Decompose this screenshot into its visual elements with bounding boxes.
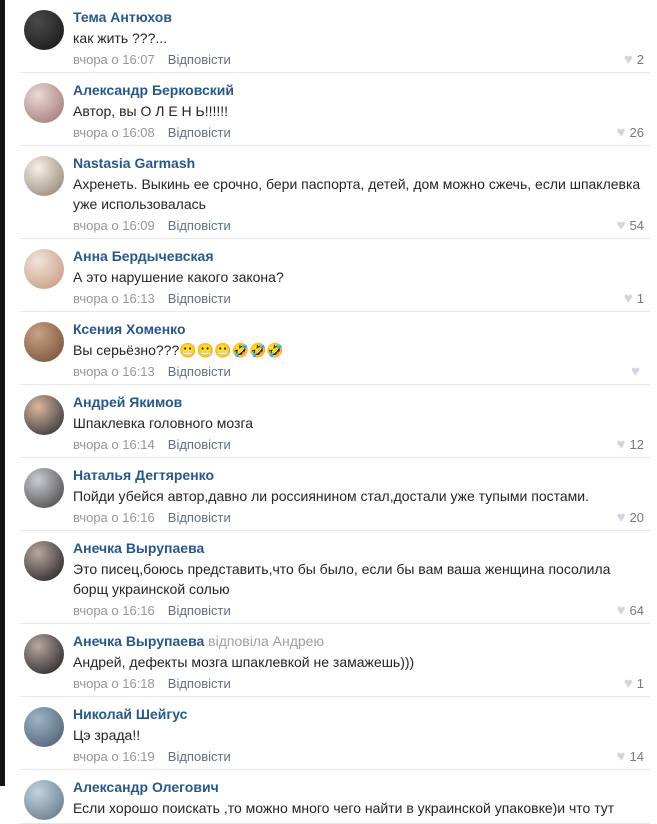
- avatar[interactable]: [24, 83, 64, 123]
- heart-icon: ♥: [616, 602, 626, 619]
- heart-icon: ♥: [616, 124, 626, 141]
- commenter-name-link[interactable]: Тема Антюхов: [73, 9, 172, 25]
- timestamp-link[interactable]: вчора о 16:09: [73, 218, 155, 233]
- commenter-name-link[interactable]: Анечка Вырупаева: [73, 540, 205, 556]
- heart-icon: ♥: [623, 675, 633, 692]
- timestamp-link[interactable]: вчора о 16:16: [73, 510, 155, 525]
- comment: [20, 0, 650, 73]
- comment: [20, 697, 650, 770]
- comment: [20, 239, 650, 312]
- commenter-name-link[interactable]: Наталья Дегтяренко: [73, 467, 215, 483]
- comment: [20, 146, 650, 239]
- avatar[interactable]: [24, 780, 64, 820]
- comment: [20, 770, 650, 824]
- avatar[interactable]: [24, 541, 64, 581]
- like-count: 54: [629, 218, 644, 233]
- like-count: 14: [629, 749, 644, 764]
- comment-text: Цэ зрада!!: [73, 727, 141, 743]
- timestamp-link[interactable]: вчора о 16:18: [73, 676, 155, 691]
- like-count: 64: [629, 603, 644, 618]
- reply-button[interactable]: Відповісти: [167, 218, 231, 233]
- comment-text: Если хорошо поискать ,то можно много чего найти в украинской упаковке)и что тут: [73, 800, 615, 816]
- like-button[interactable]: [624, 289, 644, 308]
- commenter-name-link[interactable]: Анечка Вырупаева: [73, 633, 205, 649]
- reply-button[interactable]: Відповісти: [167, 437, 231, 452]
- heart-icon: ♥: [631, 363, 640, 380]
- heart-icon: ♥: [623, 51, 633, 68]
- heart-icon: ♥: [616, 436, 626, 453]
- comment: [20, 458, 650, 531]
- timestamp-link[interactable]: вчора о 16:13: [73, 364, 155, 379]
- like-button[interactable]: [617, 747, 644, 766]
- comment: [20, 73, 650, 146]
- comment-text: Это писец,боюсь представить,что бы было, если бы вам ваша женщина посолила борщ украинской солью: [73, 561, 611, 597]
- like-count: 2: [636, 52, 644, 67]
- avatar[interactable]: [24, 249, 64, 289]
- like-count: 26: [629, 125, 644, 140]
- comment-text: Ахренеть. Выкинь ее срочно, бери паспорта, детей, дом можно сжечь, если шпаклевка уже использовалась: [73, 176, 641, 212]
- reply-button[interactable]: Відповісти: [167, 291, 231, 306]
- comment-text: А это нарушение какого закона?: [73, 269, 284, 285]
- comment: [20, 531, 650, 624]
- timestamp-link[interactable]: вчора о 16:16: [73, 603, 155, 618]
- like-count: 1: [636, 291, 644, 306]
- avatar[interactable]: [24, 468, 64, 508]
- comment-text: Автор, вы О Л Е Н Ь!!!!!!: [73, 103, 229, 119]
- like-count: 12: [629, 437, 644, 452]
- reply-button[interactable]: Відповісти: [167, 125, 231, 140]
- commenter-name-link[interactable]: Анна Бердычевская: [73, 248, 214, 264]
- like-button[interactable]: [624, 674, 644, 693]
- like-button[interactable]: [624, 50, 644, 69]
- commenter-name-link[interactable]: Ксения Хоменко: [73, 321, 186, 337]
- comment: [20, 624, 650, 697]
- reply-button[interactable]: Відповісти: [167, 510, 231, 525]
- commenter-name-link[interactable]: Николай Шейгус: [73, 706, 188, 722]
- commenter-name-link[interactable]: Андрей Якимов: [73, 394, 183, 410]
- heart-icon: ♥: [616, 748, 626, 765]
- reply-button[interactable]: Відповісти: [167, 603, 231, 618]
- like-button[interactable]: [617, 601, 644, 620]
- like-button[interactable]: [617, 435, 644, 454]
- like-count: 20: [629, 510, 644, 525]
- timestamp-link[interactable]: вчора о 16:19: [73, 749, 155, 764]
- avatar[interactable]: [24, 322, 64, 362]
- like-button[interactable]: [617, 508, 644, 527]
- commenter-name-link[interactable]: Александр Берковский: [73, 82, 234, 98]
- reply-button[interactable]: Відповісти: [167, 52, 231, 67]
- like-button[interactable]: [631, 364, 644, 379]
- reply-button[interactable]: Відповісти: [167, 676, 231, 691]
- timestamp-link[interactable]: вчора о 16:08: [73, 125, 155, 140]
- window-edge-bar: [0, 0, 5, 786]
- comment-text: Шпаклевка головного мозга: [73, 415, 254, 431]
- comment: [20, 312, 650, 385]
- comment-text: Андрей, дефекты мозга шпаклевкой не замажешь))): [73, 654, 415, 670]
- timestamp-link[interactable]: вчора о 16:07: [73, 52, 155, 67]
- avatar[interactable]: [24, 395, 64, 435]
- timestamp-link[interactable]: вчора о 16:13: [73, 291, 155, 306]
- comment: [20, 385, 650, 458]
- avatar[interactable]: [24, 156, 64, 196]
- heart-icon: ♥: [616, 217, 626, 234]
- reply-meta: відповіла Андрею: [208, 633, 324, 649]
- commenter-name-link[interactable]: Nastasia Garmash: [73, 155, 196, 171]
- comments-list: [5, 0, 657, 824]
- comment-text: Пойди убейся автор,давно ли россиянином стал,достали уже тупыми постами.: [73, 488, 589, 504]
- reply-button[interactable]: Відповісти: [167, 364, 231, 379]
- heart-icon: ♥: [616, 509, 626, 526]
- avatar[interactable]: [24, 707, 64, 747]
- commenter-name-link[interactable]: Александр Олегович: [73, 779, 219, 795]
- heart-icon: ♥: [623, 290, 633, 307]
- avatar[interactable]: [24, 634, 64, 674]
- avatar[interactable]: [24, 10, 64, 50]
- like-button[interactable]: [617, 123, 644, 142]
- like-button[interactable]: [617, 216, 644, 235]
- comment-text: Вы серьёзно???😬😬😬🤣🤣🤣: [73, 342, 284, 358]
- comment-text: как жить ???...: [73, 30, 168, 46]
- reply-button[interactable]: Відповісти: [167, 749, 231, 764]
- like-count: 1: [636, 676, 644, 691]
- timestamp-link[interactable]: вчора о 16:14: [73, 437, 155, 452]
